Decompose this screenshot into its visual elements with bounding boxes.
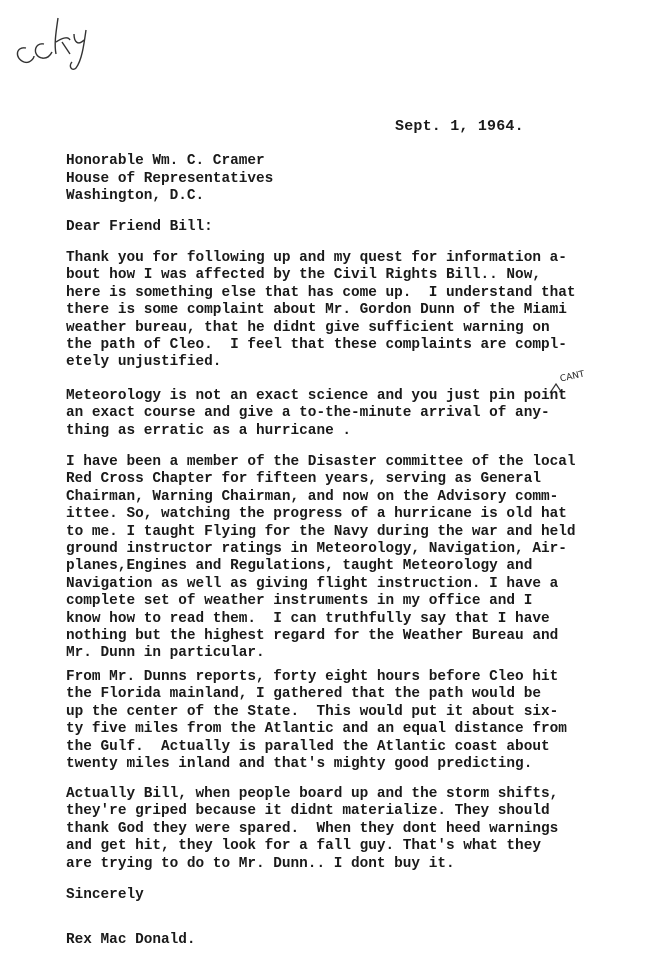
- text-line: I have been a member of the Disaster committee of the local: [66, 454, 576, 470]
- text-line: an exact course and give a to-the-minute arrival of any-: [66, 405, 550, 422]
- body-paragraph: [66, 454, 576, 663]
- text-line: Mr. Dunn in particular.: [66, 645, 265, 662]
- text-line: Thank you for following up and my quest for information a-: [66, 250, 567, 266]
- handwritten-scribble-icon: [8, 8, 98, 72]
- recipient-name: Honorable Wm. C. Cramer: [66, 153, 265, 169]
- text-line: there is some complaint about Mr. Gordon Dunn of the Miami: [66, 302, 567, 319]
- text-line: planes,Engines and Regulations, taught Meteorology and: [66, 558, 533, 575]
- text-line: complete set of weather instruments in my office and I: [66, 593, 533, 610]
- text-line: are trying to do to Mr. Dunn.. I dont buy it.: [66, 855, 455, 872]
- salutation: Dear Friend Bill:: [66, 219, 213, 235]
- text-line: the Florida mainland, I gathered that the path would be: [66, 686, 541, 703]
- text-line: the path of Cleo. I feel that these complaints are compl-: [66, 337, 567, 354]
- text-line: Chairman, Warning Chairman, and now on the Advisory comm-: [66, 488, 559, 505]
- recipient-address: [66, 153, 273, 206]
- body-paragraph: [66, 388, 567, 440]
- text-line: Meteorology is not an exact science and you just pin point: [66, 388, 567, 404]
- letter-date: Sept. 1, 1964.: [395, 118, 524, 135]
- text-line: to me. I taught Flying for the Navy during the war and held: [66, 523, 576, 540]
- text-line: Navigation as well as giving flight instruction. I have a: [66, 575, 559, 592]
- body-paragraph: [66, 669, 567, 773]
- text-line: and get hit, they look for a fall guy. That's what they: [66, 838, 541, 855]
- body-paragraph: [66, 250, 576, 372]
- recipient-office: House of Representatives: [66, 170, 274, 187]
- signature-name: Rex Mac Donald.: [66, 932, 196, 948]
- text-line: here is something else that has come up. I understand that: [66, 284, 576, 301]
- text-line: ty five miles from the Atlantic and an equal distance from: [66, 721, 567, 738]
- recipient-city: Washington, D.C.: [66, 188, 205, 204]
- text-line: ittee. So, watching the progress of a hurricane is old hat: [66, 506, 567, 523]
- text-line: know how to read them. I can truthfully say that I have: [66, 610, 550, 627]
- closing: Sincerely: [66, 887, 144, 903]
- text-line: thing as erratic as a hurricane .: [66, 422, 351, 439]
- text-line: thank God they were spared. When they dont heed warnings: [66, 820, 559, 837]
- text-line: nothing but the highest regard for the Weather Bureau and: [66, 628, 559, 645]
- text-line: they're griped because it didnt materialize. They should: [66, 803, 550, 820]
- text-line: the Gulf. Actually is paralled the Atlantic coast about: [66, 738, 550, 755]
- text-line: Actually Bill, when people board up and the storm shifts,: [66, 786, 559, 802]
- text-line: bout how I was affected by the Civil Rights Bill.. Now,: [66, 267, 541, 284]
- handwritten-mark: [8, 8, 98, 72]
- text-line: twenty miles inland and that's mighty good predicting.: [66, 756, 533, 773]
- text-line: Red Cross Chapter for fifteen years, serving as General: [66, 471, 541, 488]
- text-line: From Mr. Dunns reports, forty eight hours before Cleo hit: [66, 669, 559, 685]
- handwritten-annotation: CANT: [559, 369, 586, 385]
- text-line: up the center of the State. This would put it about six-: [66, 703, 559, 720]
- text-line: etely unjustified.: [66, 354, 222, 371]
- body-paragraph: [66, 786, 558, 873]
- text-line: weather bureau, that he didnt give sufficient warning on: [66, 319, 550, 336]
- text-line: ground instructor ratings in Meteorology, Navigation, Air-: [66, 541, 567, 558]
